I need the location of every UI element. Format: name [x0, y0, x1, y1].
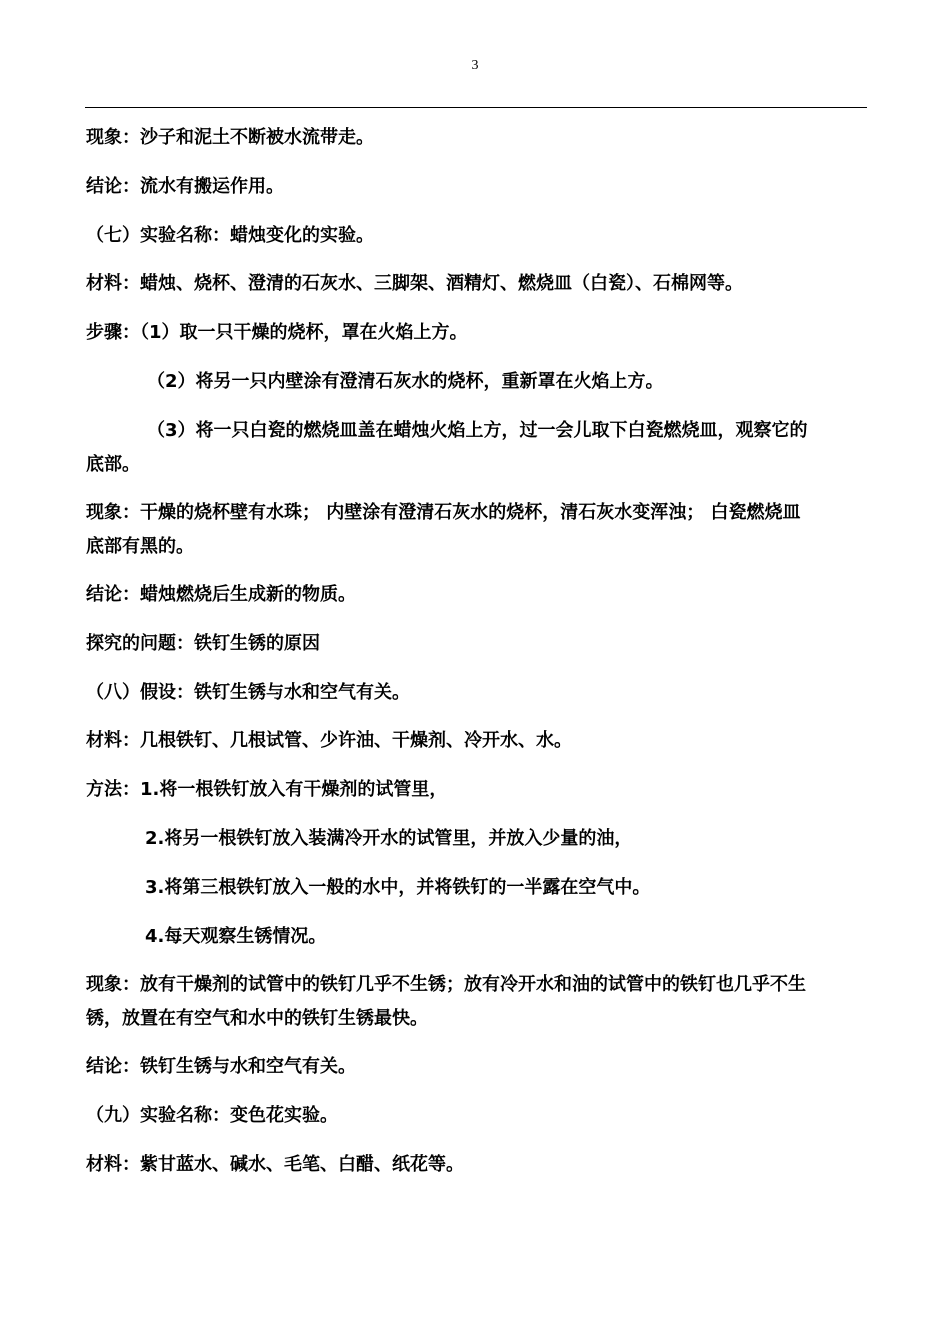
section-heading: （七）实验名称：蜡烛变化的实验。 [86, 225, 374, 246]
header-rule [85, 107, 867, 108]
text-line: 锈，放置在有空气和水中的铁钉生锈最快。 [86, 1008, 428, 1029]
text-line: 4.每天观察生锈情况。 [145, 926, 327, 947]
text-line: 底部。 [86, 454, 140, 475]
text-line: 结论：蜡烛燃烧后生成新的物质。 [86, 584, 356, 605]
text-line: （2）将另一只内壁涂有澄清石灰水的烧杯，重新罩在火焰上方。 [147, 371, 664, 392]
text-line: 材料：紫甘蓝水、碱水、毛笔、白醋、纸花等。 [86, 1154, 464, 1175]
text-line: 2.将另一根铁钉放入装满冷开水的试管里，并放入少量的油， [145, 828, 633, 849]
section-heading: （八）假设：铁钉生锈与水和空气有关。 [86, 682, 410, 703]
text-line: （3）将一只白瓷的燃烧皿盖在蜡烛火焰上方，过一会儿取下白瓷燃烧皿，观察它的 [147, 420, 808, 441]
text-line: 材料：几根铁钉、几根试管、少许油、干燥剂、冷开水、水。 [86, 730, 572, 751]
text-line: 现象：放有干燥剂的试管中的铁钉几乎不生锈；放有冷开水和油的试管中的铁钉也几乎不生 [86, 974, 806, 995]
text-line: 现象：沙子和泥土不断被水流带走。 [86, 127, 374, 148]
text-line: 现象：干燥的烧杯壁有水珠； 内壁涂有澄清石灰水的烧杯，清石灰水变浑浊； 白瓷燃烧皿 [86, 502, 801, 523]
page-number: 3 [471, 58, 479, 73]
text-line: 探究的问题：铁钉生锈的原因 [86, 633, 320, 654]
text-line: 方法：1.将一根铁钉放入有干燥剂的试管里， [86, 779, 448, 800]
section-heading: （九）实验名称：变色花实验。 [86, 1105, 338, 1126]
text-line: 结论：流水有搬运作用。 [86, 176, 284, 197]
text-line: 底部有黑的。 [86, 536, 194, 557]
text-line: 材料：蜡烛、烧杯、澄清的石灰水、三脚架、酒精灯、燃烧皿（白瓷）、石棉网等。 [86, 273, 743, 294]
text-line: 结论：铁钉生锈与水和空气有关。 [86, 1056, 356, 1077]
text-line: 3.将第三根铁钉放入一般的水中，并将铁钉的一半露在空气中。 [145, 877, 651, 898]
text-line: 步骤：（1）取一只干燥的烧杯，罩在火焰上方。 [86, 322, 468, 343]
